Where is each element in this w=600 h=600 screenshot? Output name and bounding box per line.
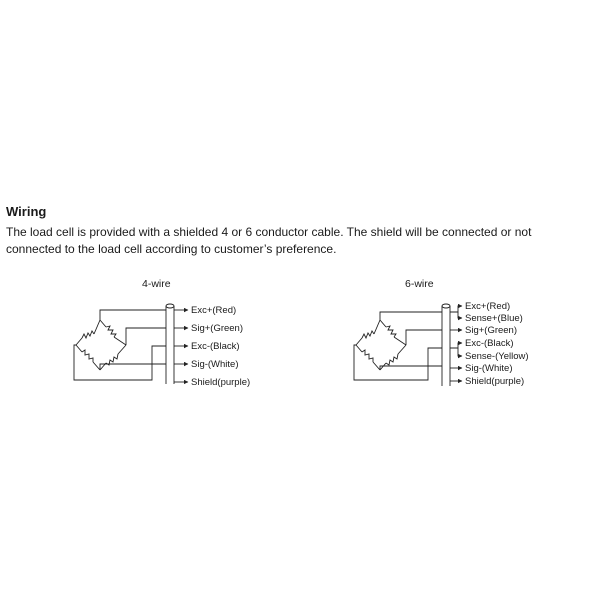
wire-label-sig-plus: Sig+(Green) xyxy=(465,325,518,336)
resistor-icon xyxy=(100,345,126,370)
resistor-icon xyxy=(76,320,100,345)
resistor-icon xyxy=(76,345,100,370)
four-wire-caption: 4-wire xyxy=(142,278,171,290)
wire-label-sense-minus: Sense-(Yellow) xyxy=(465,351,529,362)
cable-shield xyxy=(442,304,450,386)
wire-label-sig-plus: Sig+(Green) xyxy=(191,323,244,334)
section-body: The load cell is provided with a shielded 4 or 6 conductor cable. The shield will be connected or not connected to the load cell according to customer’s preference. xyxy=(6,225,532,256)
six-wire-diagram xyxy=(350,270,580,400)
wire-label-exc-plus: Exc+(Red) xyxy=(465,301,511,312)
resistor-icon xyxy=(380,320,406,345)
wire-label-sig-minus: Sig-(White) xyxy=(465,363,513,374)
wire-label-shield: Shield(purple) xyxy=(191,377,251,388)
wire-label-exc-plus: Exc+(Red) xyxy=(191,305,237,316)
bridge-diagram xyxy=(76,320,126,370)
resistor-icon xyxy=(356,345,380,370)
six-wire-caption: 6-wire xyxy=(405,278,434,290)
section-title: Wiring xyxy=(6,204,47,219)
cable-shield xyxy=(166,304,174,384)
wire-label-sense-plus: Sense+(Blue) xyxy=(465,313,523,324)
bridge-diagram xyxy=(356,320,406,370)
wire-label-exc-minus: Exc-(Black) xyxy=(191,341,240,352)
wire-label-exc-minus: Exc-(Black) xyxy=(465,338,514,349)
wire-label-shield: Shield(purple) xyxy=(465,376,525,387)
wire-label-sig-minus: Sig-(White) xyxy=(191,359,239,370)
resistor-icon xyxy=(356,320,380,345)
resistor-icon xyxy=(100,320,126,345)
four-wire-diagram xyxy=(70,270,300,400)
